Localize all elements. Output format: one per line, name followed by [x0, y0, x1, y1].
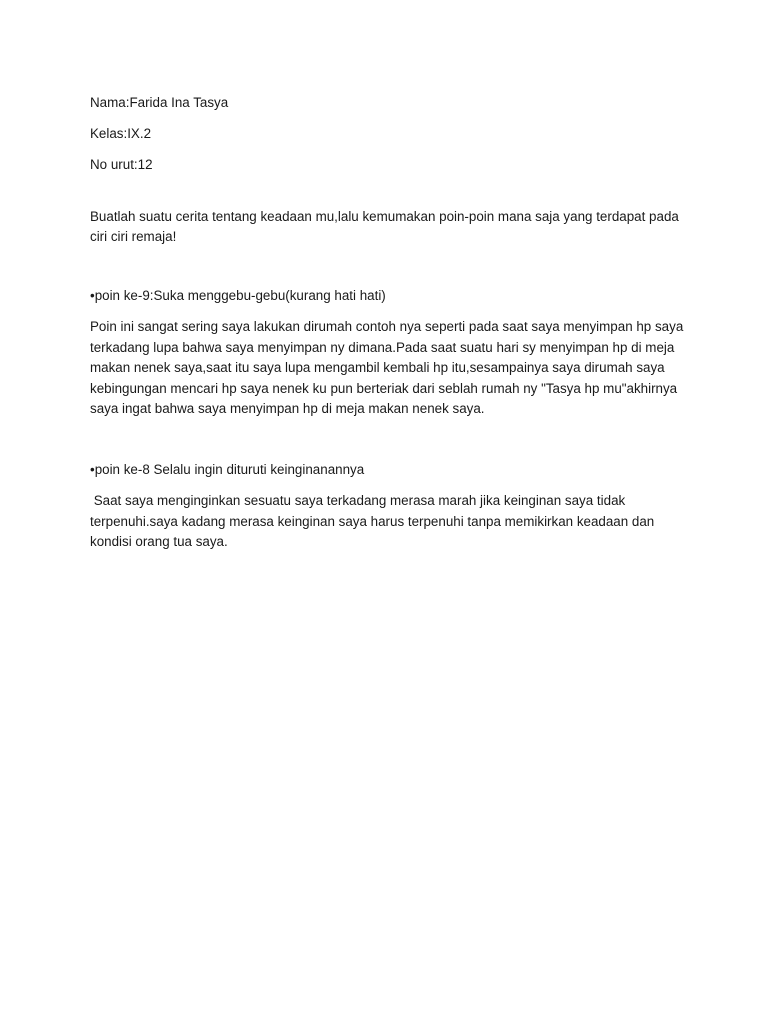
section-title-poin-8: •poin ke-8 Selalu ingin dituruti keinginanannya	[90, 461, 365, 477]
document-body	[90, 93, 690, 553]
section-title-poin-9: •poin ke-9:Suka menggebu-gebu(kurang hati hati)	[90, 287, 386, 303]
section-body-poin-8: Saat saya menginginkan sesuatu saya terkadang merasa marah jika keinginan saya tidak terpenuhi.saya kadang merasa keinginan saya harus terpenuhi tanpa memikirkan keadaan dan kondisi orang tua saya.	[90, 493, 658, 549]
student-name: Nama:Farida Ina Tasya	[90, 95, 229, 110]
assignment-question: Buatlah suatu cerita tentang keadaan mu,lalu kemumakan poin-poin mana saja yang terdapat pada ciri ciri remaja!	[90, 208, 683, 244]
section-body-poin-9: Poin ini sangat sering saya lakukan dirumah contoh nya seperti pada saat saya menyimpan hp saya terkadang lupa bahwa saya menyimpan ny dimana.Pada saat suatu hari sy menyimpan hp di meja makan nenek saya,saat itu saya lupa mengambil kembali hp itu,sesampainya saya dirumah saya kebingungan mencari hp saya nenek ku pun berteriak dari seblah rumah ny "Tasya hp mu"akhirnya saya ingat bahwa saya menyimpan hp di meja makan nenek saya.	[90, 319, 687, 416]
student-class: Kelas:IX.2	[90, 126, 152, 141]
spacer	[90, 176, 690, 207]
student-number: No urut:12	[90, 157, 153, 172]
